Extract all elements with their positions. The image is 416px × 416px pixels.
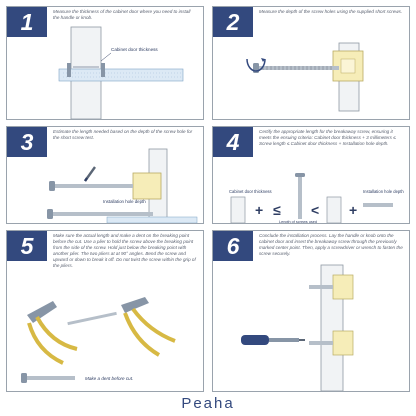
hole-depth-label: Installation hole depth xyxy=(103,199,146,204)
test-screw xyxy=(49,181,133,191)
screw-top xyxy=(309,285,333,289)
step-4-text: Certify the appropriate length for the breakaway screw, ensuring it meets the ensuing criteria: Cabinet door thickness + 3 millimeters ≤ Screw length ≤ Cabinet door thickness + Installation hole depth. xyxy=(259,129,396,146)
hole-depth-label: Installation hole depth xyxy=(363,189,404,194)
measuring-ruler xyxy=(59,69,183,81)
step-5-panel xyxy=(6,230,204,392)
label-leader xyxy=(101,53,111,61)
dent-screw xyxy=(21,373,75,383)
step-4-panel xyxy=(212,126,410,224)
pliers-right xyxy=(121,297,175,355)
step-5-text: Make sure the actual length and make a dent on the breaking point before the cut. Use a plier to hold the screw above the breaking point from the side of the screw. Hold just below the breaking point with another plier. The two pliers at at 90° angles. Bend the screw and upward or down to break it off. Do not twist the screw within the grip of the pliers. xyxy=(53,233,196,268)
step-1-text: Measure the thickness of the cabinet door where you need to install the handle or knob. xyxy=(53,9,191,20)
breakaway-screw xyxy=(295,173,305,219)
caliper-jaw-right xyxy=(101,63,105,77)
step-2-text: Measure the depth of the screw holes using the supplied short screws. xyxy=(259,9,403,14)
handle-block xyxy=(333,331,353,355)
step-3-panel xyxy=(6,126,204,224)
step-5-number: 5 xyxy=(7,231,47,261)
pliers-left xyxy=(27,301,77,363)
step-6-panel xyxy=(212,230,410,392)
handle-block xyxy=(333,275,353,299)
step-3-text: Estimate the length needed based on the depth of the screw hole for the short screw test. xyxy=(53,129,193,140)
step-4-number: 4 xyxy=(213,127,253,157)
step-2-number: 2 xyxy=(213,7,253,37)
caliper-jaw-left xyxy=(67,63,71,77)
step-2-panel xyxy=(212,6,410,120)
screw-length-label: Length of screws used xyxy=(279,220,317,224)
plus-sign-2: + xyxy=(349,202,358,218)
door-thickness-label: Cabinet door thickness xyxy=(111,47,158,52)
plus-sign: + xyxy=(255,202,264,218)
screw-in-pliers xyxy=(67,312,117,325)
brand-logo: Peaha xyxy=(181,395,235,412)
step-3-illustration xyxy=(7,127,204,224)
step-1-number: 1 xyxy=(7,7,47,37)
step-1-illustration xyxy=(7,7,204,120)
step-1-panel xyxy=(6,6,204,120)
hole-depth-screw xyxy=(363,203,393,207)
marker-pen xyxy=(85,167,95,181)
le-sign: ≤ xyxy=(273,202,281,218)
step-6-illustration xyxy=(213,231,410,392)
ruler xyxy=(107,217,197,223)
cabinet-door-left xyxy=(231,197,245,223)
short-screw xyxy=(253,63,339,73)
screwdriver-icon xyxy=(241,335,305,345)
step-5-illustration xyxy=(7,231,204,392)
step-6-text: Conclude the installation process. Lay the handle or knob onto the cabinet door and insert the breakaway screw through the previously marked center point. Then, apply a screwdriver or wrench to fasten the screw securely. xyxy=(259,233,403,256)
step-3-number: 3 xyxy=(7,127,47,157)
step-2-illustration xyxy=(213,7,410,120)
screw-bottom xyxy=(309,341,333,345)
dent-note: Make a dent before cut. xyxy=(85,376,134,381)
door-thickness-label: Cabinet door thickness xyxy=(229,189,272,194)
lt-sign: < xyxy=(311,202,320,218)
handle-block xyxy=(133,173,161,199)
cabinet-door-right xyxy=(327,197,341,223)
step-4-illustration xyxy=(213,127,410,224)
step-6-number: 6 xyxy=(213,231,253,261)
